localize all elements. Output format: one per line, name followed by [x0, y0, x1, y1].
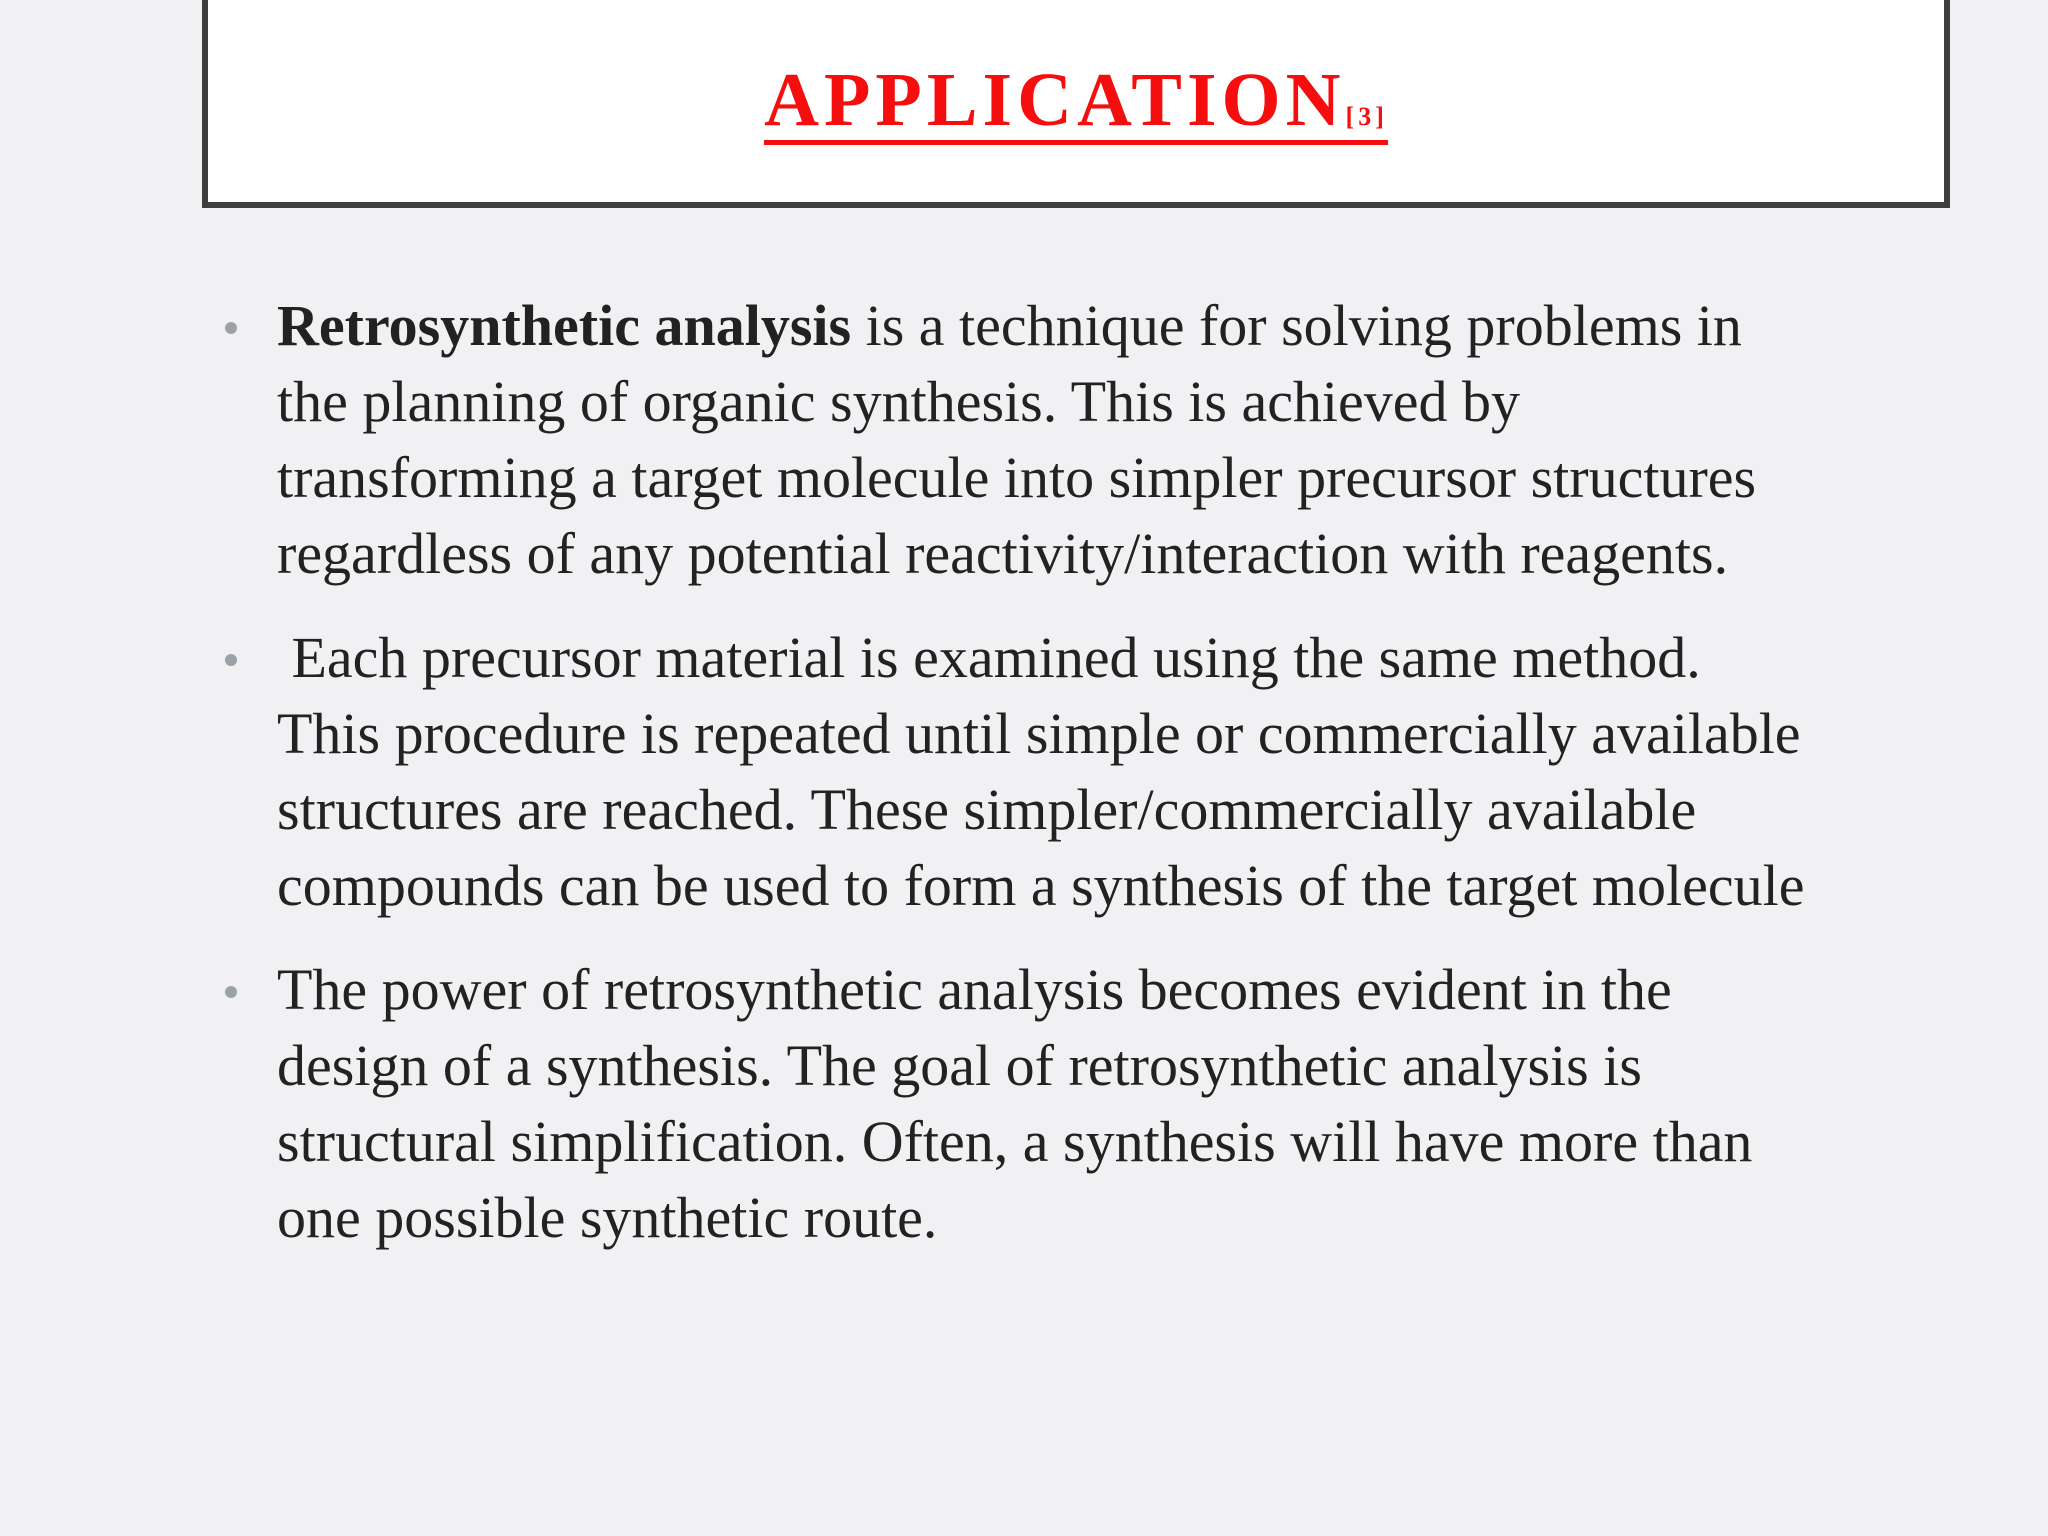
bullet-text	[277, 288, 1977, 592]
bullet-line: This procedure is repeated until simple or commercially available	[277, 701, 1801, 766]
bullet-line	[277, 288, 1977, 364]
bullet-line: structures are reached. These simpler/commercially available	[277, 777, 1697, 842]
bullet-line: Each precursor material is examined using the same method.	[277, 625, 1701, 690]
title-box	[202, 0, 1950, 208]
bullet-line-rest: is a technique for solving problems in	[851, 293, 1742, 358]
bullet-list	[0, 288, 2048, 1284]
bullet-item-2	[0, 620, 2048, 924]
bullet-line: one possible synthetic route.	[277, 1185, 938, 1250]
bullet-line: design of a synthesis. The goal of retrosynthetic analysis is	[277, 1033, 1642, 1098]
bullet-text	[277, 620, 1977, 924]
bullet-line: compounds can be used to form a synthesis of the target molecule	[277, 853, 1805, 918]
title-reference: [3]	[1345, 102, 1388, 131]
bullet-dot-icon	[225, 654, 237, 666]
bullet-line: The power of retrosynthetic analysis becomes evident in the	[277, 957, 1672, 1022]
bullet-item-3	[0, 952, 2048, 1256]
bold-term: Retrosynthetic analysis	[277, 293, 852, 358]
title-text-underlined	[764, 58, 1388, 145]
bullet-line: transforming a target molecule into simpler precursor structures	[277, 445, 1757, 510]
bullet-line: the planning of organic synthesis. This is achieved by	[277, 369, 1521, 434]
bullet-dot-icon	[225, 986, 237, 998]
title-main: APPLICATION	[764, 58, 1346, 142]
bullet-line: regardless of any potential reactivity/interaction with reagents.	[277, 521, 1729, 586]
bullet-item-1	[0, 288, 2048, 592]
bullet-line: structural simplification. Often, a synthesis will have more than	[277, 1109, 1753, 1174]
slide-title	[208, 58, 1944, 145]
bullet-text	[277, 952, 1977, 1256]
bullet-dot-icon	[225, 322, 237, 334]
